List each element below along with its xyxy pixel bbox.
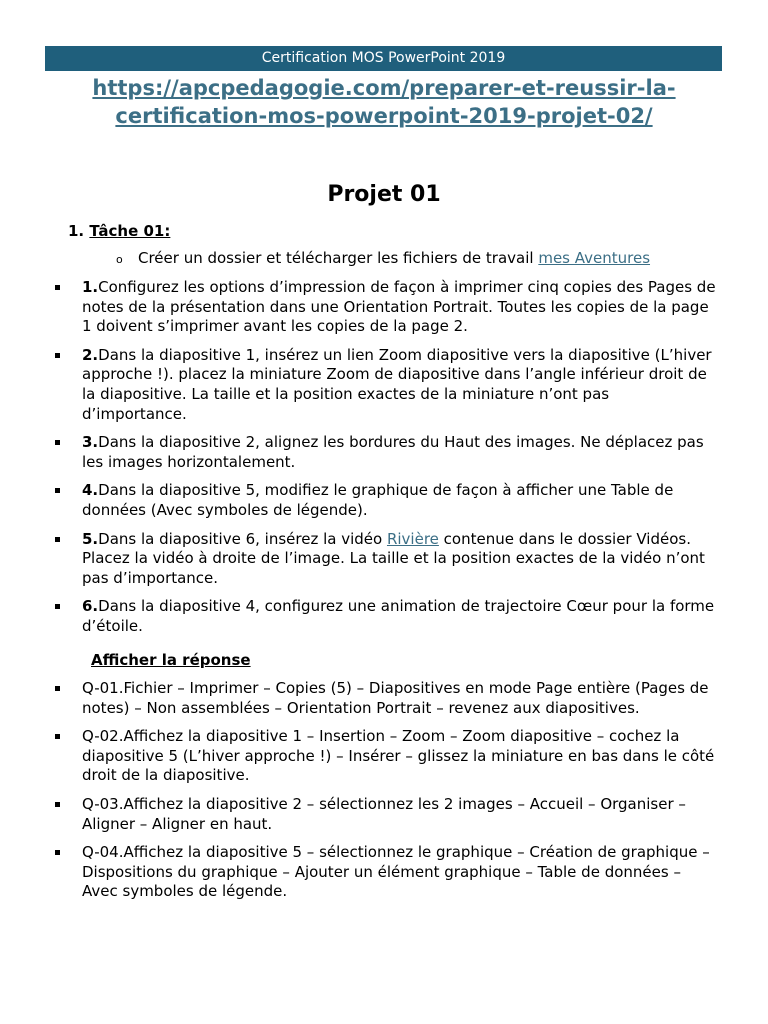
square-bullet-icon: [55, 488, 60, 493]
square-bullet-icon: [55, 734, 60, 739]
square-bullet-icon: [55, 440, 60, 445]
list-item: [0, 481, 718, 520]
question-text: Dans la diapositive 1, insérez un lien Zoom diapositive vers la diapositive (L’hiver approche !). placez la miniature Zoom de diapositive dans l’angle inférieur droit de la diapositive. La taille et la position exactes de la miniature n’ont pas d’importance.: [82, 345, 712, 423]
answer-text: Q-02.Affichez la diapositive 1 – Insertion – Zoom – Zoom diapositive – cochez la diapositive 5 (L’hiver approche !) – Insérer – glissez la miniature en bas dans le côté droit de la diapositive.: [82, 727, 715, 785]
list-item: [0, 346, 718, 424]
question-number: 4.: [82, 481, 99, 500]
question-number: 6.: [82, 597, 99, 616]
list-item: [0, 795, 718, 834]
sub-item: [116, 248, 650, 270]
list-item: [0, 597, 718, 636]
task-heading: [68, 221, 170, 241]
question-text: Dans la diapositive 2, alignez les bordures du Haut des images. Ne déplacez pas les images horizontalement.: [82, 433, 704, 471]
square-bullet-icon: [55, 686, 60, 691]
circle-bullet-icon: o: [116, 253, 123, 266]
question-number: 1.: [82, 278, 99, 296]
article-url-link[interactable]: [40, 74, 728, 130]
url-line-2: certification-mos-powerpoint-2019-projet-02/: [115, 104, 653, 128]
square-bullet-icon: [55, 604, 60, 609]
task-number: 1.: [68, 222, 85, 240]
show-answer-heading[interactable]: Afficher la réponse: [91, 651, 251, 669]
question-text: Dans la diapositive 4, configurez une animation de trajectoire Cœur pour la forme d’étoile.: [82, 597, 715, 635]
page-title: Projet 01: [327, 182, 441, 207]
answer-text: Q-03.Affichez la diapositive 2 – sélectionnez les 2 images – Accueil – Organiser – Aligner – Aligner en haut.: [82, 794, 686, 833]
answer-list: [0, 679, 768, 902]
list-item: [0, 727, 718, 786]
list-item: [0, 278, 718, 337]
answer-text: Q-01.Fichier – Imprimer – Copies (5) – Diapositives en mode Page entière (Pages de notes) – Non assemblées – Orientation Portrait – revenez aux diapositives.: [82, 679, 709, 717]
url-line-1: https://apcpedagogie.com/preparer-et-reussir-la-: [92, 76, 676, 100]
riviere-link[interactable]: Rivière: [386, 529, 439, 548]
list-item: [0, 679, 718, 718]
question-text: contenue dans le dossier Vidéos. Placez la vidéo à droite de l’image. La taille et la position exactes de la vidéo n’ont pas d’importance.: [82, 529, 705, 587]
square-bullet-icon: [55, 285, 60, 290]
question-text: Dans la diapositive 6, insérez la vidéo: [98, 529, 387, 548]
square-bullet-icon: [55, 802, 60, 807]
question-text: Configurez les options d’impression de façon à imprimer cinq copies des Pages de notes de la présentation dans une Orientation Portrait. Toutes les copies de la page 1 doivent s’imprimer avant les copies de la page 2.: [82, 278, 716, 336]
question-list: [0, 278, 768, 637]
list-item: [0, 843, 718, 902]
answer-text: Q-04.Affichez la diapositive 5 – sélectionnez le graphique – Création de graphique – Dispositions du graphique – Ajouter un élément graphique – Table de données – Avec symboles de légende.: [82, 843, 710, 901]
task-label: Tâche 01:: [89, 222, 171, 240]
sub-item-text: Créer un dossier et télécharger les fichiers de travail: [138, 249, 539, 267]
question-number: 2.: [82, 345, 99, 364]
question-text: Dans la diapositive 5, modifiez le graphique de façon à afficher une Table de données (Avec symboles de légende).: [82, 481, 674, 519]
square-bullet-icon: [55, 850, 60, 855]
square-bullet-icon: [55, 353, 60, 358]
list-item: [0, 530, 718, 589]
header-banner: Certification MOS PowerPoint 2019: [45, 46, 722, 71]
list-item: [0, 433, 718, 472]
question-number: 5.: [82, 529, 99, 548]
mes-aventures-link[interactable]: mes Aventures: [538, 249, 651, 267]
square-bullet-icon: [55, 537, 60, 542]
question-number: 3.: [82, 433, 99, 452]
